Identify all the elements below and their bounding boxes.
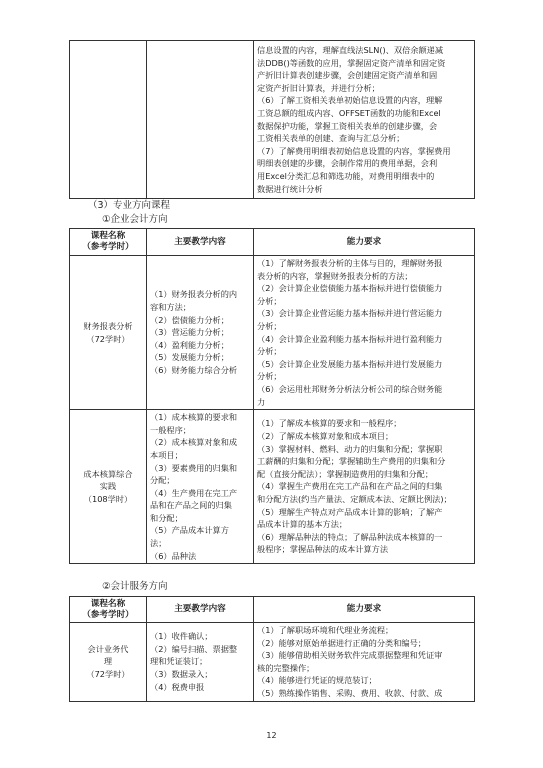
header-ability-requirements: 能力要求: [254, 229, 475, 256]
subsection-heading: ②会计服务方向: [102, 581, 168, 592]
ability-requirements-cell: （1）了解成本核算的要求和一般程序； （2）了解成本核算对象和成本项目； （3）掌握材料、燃料、动力的归集和分配；掌握职 工薪酬的归集和分配；掌握辅助生产费用的归集和分 配（直接分配法）；掌握制造费用的归集和分配； （4）掌握生产费用在完工产品和在产品之间的归集 和分配方法(约当产量法、定额成本法、定额比例法)； （5）理解生产特点对产品成本计算的影响；了解产 品成本计算的基本方法； （6）理解品种法的特点；了解品种法成本核算的一 般程序；掌握品种法的成本计算方法: [254, 410, 475, 564]
table-row: [70, 41, 475, 199]
teaching-content-cell: （1）收件确认； （2）编号扫描、票据整 理和凭证装订； （3）数据录入； （4）税费申报: [147, 623, 254, 702]
ability-requirements-cell: （1）了解职场环境和代理业务流程； （2）能够对原始单据进行正确的分类和编号； （3）能够借助相关财务软件完成票据整理和凭证审 核的完整操作； （4）能够进行凭证的规范装订； （5）熟练操作销售、采购、费用、收款、付款、成: [254, 623, 475, 702]
teaching-content-cell: [147, 41, 254, 199]
course-name-cell: 财务报表分析 （72学时）: [70, 256, 147, 410]
table-row: [70, 256, 475, 410]
teaching-content-cell: （1）成本核算的要求和 一般程序； （2）成本核算对象和成 本项目； （3）要素费用的归集和 分配； （4）生产费用在完工产 品和在产品之间的归集 和分配； （5）产品成本计算方 法； （6）品种法: [147, 410, 254, 564]
header-course-name: 课程名称 （参考学时）: [70, 229, 147, 256]
header-course-name: 课程名称 （参考学时）: [70, 597, 147, 623]
table-header-row: [70, 229, 475, 256]
ability-requirements-cell: 信息设置的内容，理解直线法SLN()、双倍余额递减 法DDB()等函数的应用，掌握固定资产清单和固定资 产折旧计算表创建步骤，会创建固定资产清单和固 定资产折旧计算表，并进行分析； （6）了解工资相关表单初始信息设置的内容，理解 工资总额的组成内容、OFFSET函数的功能和Excel 数据保护功能，掌握工资相关表单的创建步骤，会 工资相关表单的创建、查询与汇总分析； （7）了解费用明细表初始信息设置的内容，掌握费用 明细表创建的步骤，会制作常用的费用单据，会利 用Excel分类汇总和筛选功能，对费用明细表中的 数据进行统计分析: [254, 41, 475, 199]
course-name-cell: [70, 41, 147, 199]
header-teaching-content: 主要教学内容: [147, 597, 254, 623]
table-row: [70, 410, 475, 564]
course-name-cell: 成本核算综合 实践 （108学时）: [70, 410, 147, 564]
table-row: [70, 623, 475, 702]
continuation-table: [69, 40, 475, 199]
header-teaching-content: 主要教学内容: [147, 229, 254, 256]
header-ability-requirements: 能力要求: [254, 597, 475, 623]
accounting-service-table: [69, 596, 475, 702]
ability-requirements-cell: （1）了解财务报表分析的主体与目的，理解财务报 表分析的内容，掌握财务报表分析的方法； （2）会计算企业偿债能力基本指标并进行偿债能力 分析； （3）会计算企业营运能力基本指标并进行营运能力 分析； （4）会计算企业盈利能力基本指标并进行盈利能力 分析； （5）会计算企业发展能力基本指标并进行发展能力 分析； （6）会运用杜邦财务分析法分析公司的综合财务能 力: [254, 256, 475, 410]
subsection-heading: ①企业会计方向: [102, 214, 168, 225]
enterprise-accounting-table: [69, 228, 475, 564]
page-number: 12: [266, 731, 277, 740]
table-header-row: [70, 597, 475, 623]
section-heading: （3）专业方向课程: [88, 200, 171, 211]
teaching-content-cell: （1）财务报表分析的内 容和方法； （2）偿债能力分析； （3）营运能力分析； （4）盈利能力分析； （5）发展能力分析； （6）财务能力综合分析: [147, 256, 254, 410]
course-name-cell: 会计业务代 理 （72学时）: [70, 623, 147, 702]
